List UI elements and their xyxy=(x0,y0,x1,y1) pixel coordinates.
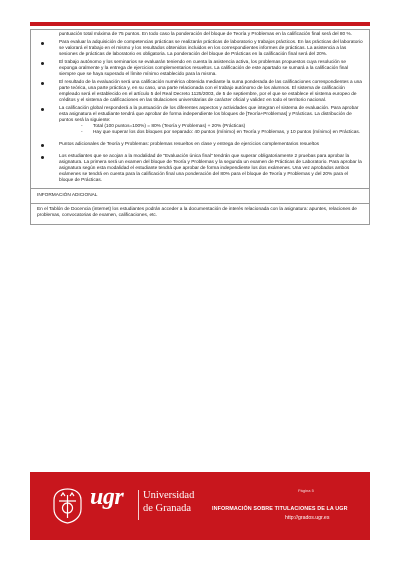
continuation-paragraph: puntuación total máxima de 75 puntos. En todo caso la ponderación del bloque de Teoría y Problemas en la calificación final será del 80 %. xyxy=(59,32,353,37)
sub-list-item: - Total (100 puntos=100%) = 80% (Teoría y Problemas) + 20% (Prácticas) xyxy=(79,124,363,130)
sub-list-item: - Hay que superar los dos bloques por separado: 40 puntos (mínimo) en Teoría y Problemas, y 10 puntos (mínimo) en Prácticas. xyxy=(79,130,363,136)
footer-url-link[interactable]: http://grados.ugr.es xyxy=(285,515,330,521)
list-item: El trabajo autónomo y los seminarios se evaluarán teniendo en cuenta la asistencia activa, los problemas propuestos cuya resolución se exponga oralmente y la entrega de ejercicios complementarios resueltos. La calificación de este apartado se sumará a la calificación final siempre que se haya superado el límite mínimo establecido para la misma. xyxy=(37,60,363,78)
ugr-logo: ugr xyxy=(90,484,124,510)
additional-info-heading: INFORMACIÓN ADICIONAL xyxy=(31,189,369,204)
list-item: Puntos adicionales de Teoría y Problemas: problemas resueltos en clase y entrega de ejercicios complementarios resueltos xyxy=(37,142,363,148)
list-item xyxy=(37,106,363,136)
additional-info-text: En el Tablón de Docencia (internet) los estudiantes podrán acceder a la documentación de interés relacionada con la asignatura: apuntes, relaciones de problemas, convocatorias de examen, calificaciones, etc. xyxy=(37,207,357,218)
footer-title: INFORMACIÓN SOBRE TITULACIONES DE LA UGR xyxy=(212,506,348,512)
logo-divider xyxy=(138,490,139,520)
university-name-line1: Universidad xyxy=(143,490,195,501)
university-name xyxy=(143,489,194,515)
grade-distribution-list xyxy=(59,124,363,136)
university-name-line2: de Granada xyxy=(143,503,192,514)
university-crest-icon xyxy=(50,487,85,525)
evaluation-content xyxy=(31,30,369,189)
header-accent-bar xyxy=(30,22,370,26)
global-grade-text: La calificación global responderá a la puntuación de los diferentes aspectos y actividades que integran el sistema de evaluación. Para aprobar esta asignatura el estudiante tendrá que aprobar de forma independiente los bloques de [Teoría+Problemas] y Prácticas. La distribución de puntos será la siguiente: xyxy=(59,106,359,123)
list-item: Para evaluar la adquisición de competencias prácticas se realizarán prácticas de laboratorio y trabajos prácticos. En las prácticas del laboratorio se valorará el trabajo en el mismo y los resultados obtenidos incluidos en los correspondientes informes de prácticas. La asistencia a las sesiones de prácticas de laboratorio es obligatoria. La ponderación del bloque de Prácticas en la calificación final será del 20%. xyxy=(37,40,363,58)
evaluation-bullets xyxy=(37,40,363,184)
list-item: El resultado de la evaluación será una calificación numérica obtenida mediante la suma ponderada de las calificaciones correspondientes a una parte teórica, una parte práctica y, en su caso, una parte relacionada con el trabajo autónomo de los alumnos. El sistema de calificación empleado será el establecido en el artículo 5 del Real Decreto 1125/2003, de 5 de septiembre, por el que se establece el sistema europeo de créditos y el sistema de calificaciones en las titulaciones universitarias de carácter oficial y validez en todo el territorio nacional. xyxy=(37,80,363,104)
list-item: Los estudiantes que se acojan a la modalidad de "Evaluación única final" tendrán que superar obligatoriamente 2 pruebas para aprobar la asignatura. La primera será un examen del bloque de Teoría y Problemas y la segunda un examen de Prácticas de Laboratorio. Para aprobar la asignatura según esta modalidad el estudiante tendrá que aprobar de forma independiente los dos exámenes. Una vez aprobados ambos exámenes se tendrá en cuenta para la calificación final una ponderación del 80% para el bloque de Teoría y Problemas y del 20% para el bloque de Prácticas. xyxy=(37,154,363,184)
evaluation-table xyxy=(30,29,370,225)
footer-banner xyxy=(30,472,370,540)
page-number: Página 5 xyxy=(298,488,314,493)
